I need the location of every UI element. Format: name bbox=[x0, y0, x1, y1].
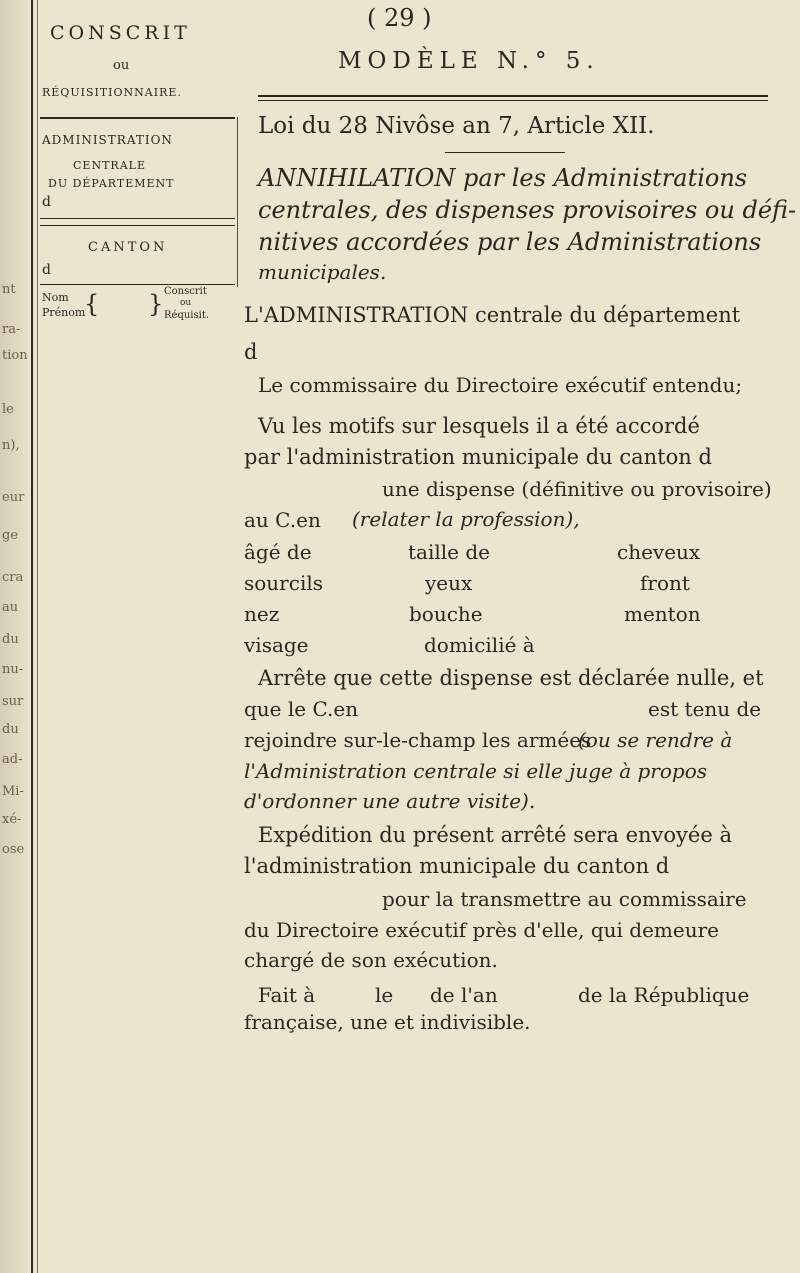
arrete-line-3: rejoindre sur-le-champ les armées bbox=[244, 728, 592, 752]
expedition-line-3: pour la transmettre au commissaire bbox=[382, 887, 747, 911]
departement-heading: DU DÉPARTEMENT bbox=[48, 177, 175, 190]
expedition-line-5: chargé de son exécution. bbox=[244, 948, 498, 972]
conscrit-heading: CONSCRIT bbox=[50, 22, 191, 44]
conscrit-label: Conscrit bbox=[164, 286, 207, 297]
header-rule bbox=[258, 100, 768, 101]
margin-fragment: ose bbox=[2, 842, 25, 857]
right-brace: } bbox=[148, 290, 164, 318]
admin-line: L'ADMINISTRATION centrale du département bbox=[244, 303, 741, 327]
loi-heading: Loi du 28 Nivôse an 7, Article XII. bbox=[258, 113, 655, 139]
margin-fragment: tion bbox=[2, 348, 28, 363]
cheveux-label: cheveux bbox=[617, 540, 701, 564]
margin-fragment: n), bbox=[2, 438, 20, 453]
domicile-label: domicilié à bbox=[424, 633, 535, 657]
arrete-line-2a: que le C.en bbox=[244, 697, 359, 721]
margin-fragment: nu- bbox=[2, 662, 24, 677]
arrete-line-3b: (ou se rendre à bbox=[578, 728, 733, 752]
ou-small-label: ou bbox=[180, 298, 192, 308]
citizen-label: au C.en bbox=[244, 508, 321, 532]
page-number: ( 29 ) bbox=[367, 4, 432, 32]
margin-fragment: eur bbox=[2, 490, 25, 505]
canton-heading: CANTON bbox=[88, 240, 168, 255]
commissaire-line: Le commissaire du Directoire exécutif entendu; bbox=[258, 373, 743, 397]
margin-fragment: Mi- bbox=[2, 784, 24, 799]
arrete-line-1: Arrête que cette dispense est déclarée nulle, et bbox=[258, 666, 764, 690]
margin-fragment: cra bbox=[2, 570, 24, 585]
centrale-heading: CENTRALE bbox=[73, 159, 146, 172]
menton-label: menton bbox=[624, 602, 701, 626]
vu-line-2: par l'administration municipale du canton d bbox=[244, 445, 712, 469]
short-rule bbox=[445, 152, 565, 153]
sidebar-rule bbox=[40, 117, 235, 119]
bouche-label: bouche bbox=[409, 602, 483, 626]
title-line-1: ANNIHILATION par les Administrations bbox=[258, 164, 748, 192]
margin-fragment: du bbox=[2, 632, 19, 647]
margin-fragment: xé- bbox=[2, 812, 22, 827]
age-label: âgé de bbox=[244, 540, 312, 564]
margin-fragment: nt bbox=[2, 282, 16, 297]
modele-title: MODÈLE N.° 5. bbox=[338, 48, 600, 74]
margin-fragment: sur bbox=[2, 694, 24, 709]
left-brace: { bbox=[84, 290, 100, 318]
arrete-line-2b: est tenu de bbox=[648, 697, 762, 721]
margin-fragment: ge bbox=[2, 528, 19, 543]
sidebar-left-rule bbox=[31, 0, 33, 1273]
margin-fragment: au bbox=[2, 600, 19, 615]
de-lan-label: de l'an bbox=[430, 983, 498, 1007]
nez-label: nez bbox=[244, 602, 280, 626]
column-divider bbox=[237, 117, 238, 287]
title-line-4: municipales. bbox=[258, 260, 387, 284]
margin-fragment: ad- bbox=[2, 752, 23, 767]
arrete-line-4: l'Administration centrale si elle juge à propos bbox=[244, 759, 708, 783]
le-label: le bbox=[375, 983, 394, 1007]
front-label: front bbox=[640, 571, 690, 595]
arrete-line-5: d'ordonner une autre visite). bbox=[244, 789, 536, 813]
profession-line: (relater la profession), bbox=[352, 507, 580, 531]
visage-label: visage bbox=[244, 633, 309, 657]
department-blank-line: d bbox=[244, 340, 258, 364]
expedition-line-4: du Directoire exécutif près d'elle, qui demeure bbox=[244, 918, 719, 942]
administration-heading: ADMINISTRATION bbox=[42, 133, 173, 147]
dispense-line: une dispense (définitive ou provisoire) bbox=[382, 477, 772, 501]
nom-label: Nom bbox=[42, 291, 69, 304]
taille-label: taille de bbox=[408, 540, 490, 564]
fait-a-label: Fait à bbox=[258, 983, 316, 1007]
sidebar-rule bbox=[40, 225, 235, 226]
sidebar-rule bbox=[40, 218, 235, 219]
department-blank: d bbox=[42, 194, 51, 210]
margin-fragment: ra- bbox=[2, 322, 21, 337]
canton-blank: d bbox=[42, 262, 51, 278]
sidebar-inner-rule bbox=[37, 0, 38, 1273]
expedition-line-1: Expédition du présent arrêté sera envoyée à bbox=[258, 823, 732, 847]
francaise-line: française, une et indivisible. bbox=[244, 1010, 531, 1034]
title-line-3: nitives accordées par les Administrations bbox=[258, 228, 762, 256]
requisit-label: Réquisit. bbox=[164, 310, 210, 321]
header-rule bbox=[258, 95, 768, 97]
sidebar-rule bbox=[40, 284, 235, 285]
ou-word: ou bbox=[113, 58, 130, 73]
title-line-2: centrales, des dispenses provisoires ou défi- bbox=[258, 196, 797, 224]
expedition-line-2: l'administration municipale du canton d bbox=[244, 854, 670, 878]
prenom-label: Prénom bbox=[42, 306, 86, 319]
vu-line-1: Vu les motifs sur lesquels il a été accordé bbox=[258, 414, 700, 438]
republique-label: de la République bbox=[578, 983, 750, 1007]
margin-fragment: du bbox=[2, 722, 19, 737]
yeux-label: yeux bbox=[425, 571, 473, 595]
sourcils-label: sourcils bbox=[244, 571, 324, 595]
requisitionnaire-heading: RÉQUISITIONNAIRE. bbox=[42, 86, 182, 99]
margin-fragment: le bbox=[2, 402, 14, 417]
